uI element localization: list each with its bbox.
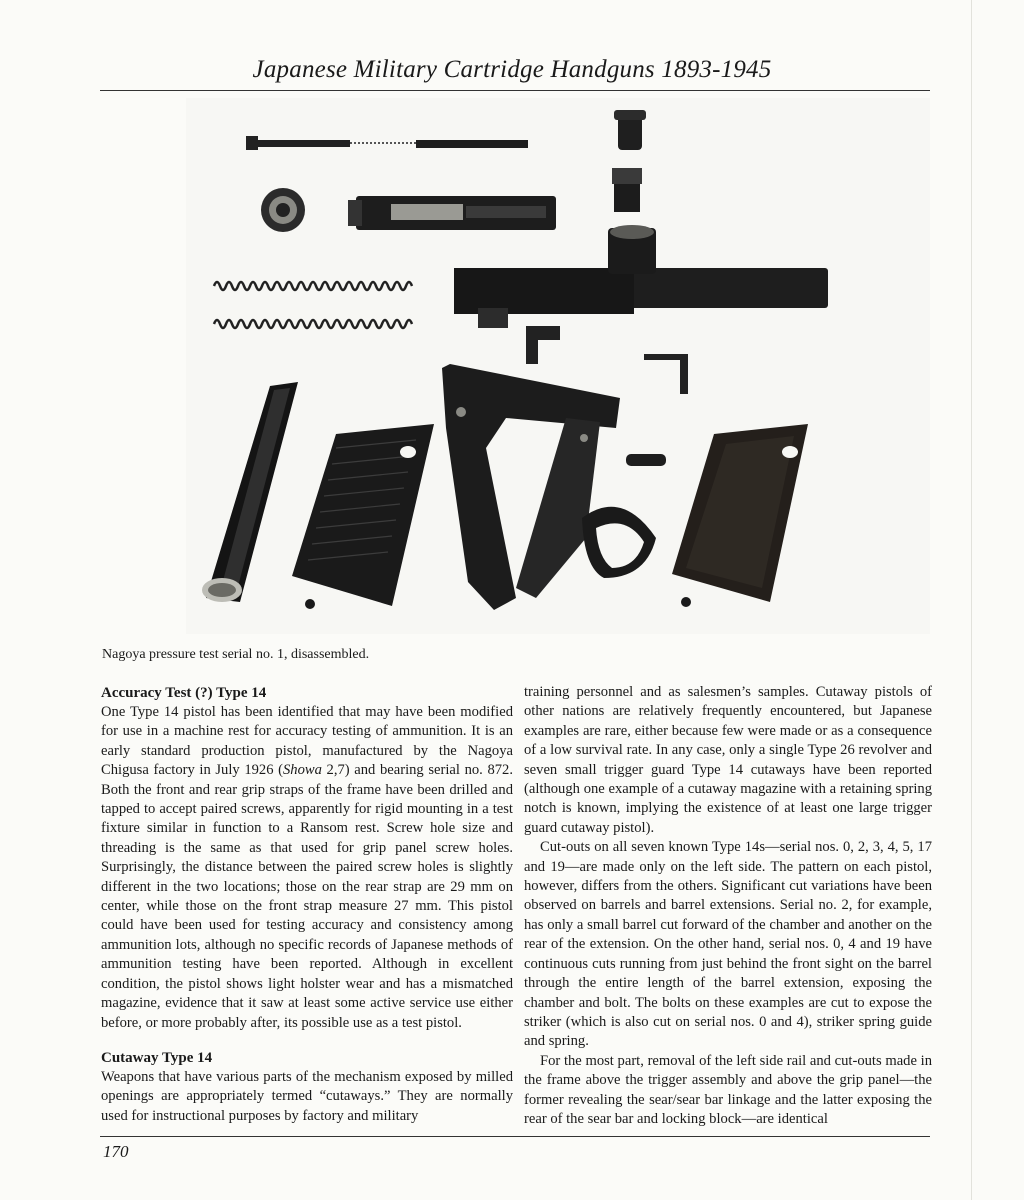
page-edge <box>971 0 972 1200</box>
paragraph-text: 2,7) and bearing serial no. 872. Both the front and rear grip straps of the frame have been drilled and tapped to accept paired screws, apparently for rigid mounting in a test fixture similar in function to a Ransom rest. Screw hole size and threading is the same as that used for grip panel screw holes. Surprisingly, the distance between the paired screw holes is slightly different in the two locations; those on the rear strap are 29 mm on center, while those on the front strap measure 27 mm. This pistol could have been used for testing accuracy and consistency among ammunition lots, although no specific records of Japanese methods of ammunition testing have been reported. Although in excellent condition, the pistol shows light holster wear and has a mismatched magazine, evidence that it saw at least some active service use either before, or more probably after, its possible use as a test pistol. <box>101 762 513 1031</box>
side-rail-paragraph: For the most part, removal of the left side rail and cut-outs made in the frame above the trigger assembly and above the grip panel—the former revealing the sear/sear bar linkage and the latter exposing the rear of the sear bar and locking block—are identical <box>524 1052 932 1127</box>
magazine <box>202 382 298 602</box>
accuracy-test-paragraph <box>101 703 513 1033</box>
page-number: 170 <box>103 1142 129 1161</box>
recoil-springs <box>214 282 412 328</box>
right-column <box>524 683 932 1129</box>
barrel-assembly <box>454 225 828 328</box>
cutaway-paragraph-continued: training personnel and as salesmen’s samples. Cutaway pistols of other nations are relatively frequently encountered, but Japanese examples are rare, either because few were made or as a consequence of a low survival rate. In any case, only a single Type 26 revolver and seven small trigger guard Type 14 cutaways have been reported (although one example of a cutaway magazine with a retaining spring notch is known, implying the existence of at least one large trigger guard cutaway pistol). <box>524 684 932 836</box>
running-head: Japanese Military Cartridge Handguns 1893-1945 <box>252 56 772 83</box>
header-rule <box>100 90 930 91</box>
section-heading-accuracy-test: Accuracy Test (?) Type 14 <box>101 685 267 701</box>
paragraph-emphasis: Showa <box>283 762 322 779</box>
left-grip-panel <box>292 424 434 609</box>
paragraph-text: One Type 14 pistol has been identified that may have been modified for use in a machine rest for accuracy testing of ammunition. It is an early standard production pistol, manufactured by the Nagoya Chigusa factory in July 1926 ( <box>101 704 513 779</box>
footer-rule <box>100 1136 930 1137</box>
striker-rod <box>246 136 528 150</box>
barrel-cap-and-nut <box>612 110 646 212</box>
section-heading-cutaway: Cutaway Type 14 <box>101 1049 213 1066</box>
figure-caption: Nagoya pressure test serial no. 1, disassembled. <box>102 647 370 662</box>
cocking-knob <box>261 188 305 232</box>
cutouts-paragraph: Cut-outs on all seven known Type 14s—serial nos. 0, 2, 3, 4, 5, 17 and 19—are made only on the left side. The pattern on each pistol, however, differs from the others. Significant cut variations have been observed on barrels and barrel extensions. Serial no. 2, for example, has only a small barrel cut forward of the chamber and another on the rear of the extension. On the other hand, serial nos. 0, 4 and 19 have continuous cuts running from just behind the front sight on the barrel through the entire length of the barrel extension, exposing the chamber and bolt. The bolts on these examples are cut to expose the striker (which is also cut on serial nos. 0 and 4), striker spring guide and spring. <box>524 839 932 1050</box>
cutaway-paragraph: Weapons that have various parts of the mechanism exposed by milled openings are appropriately termed “cutaways.” They are normally used for instructional purposes by factory and military <box>101 1068 513 1124</box>
left-column <box>101 683 513 1126</box>
right-grip-panel <box>672 424 808 607</box>
bolt <box>348 196 556 230</box>
pistol-parts-illustration <box>186 98 930 634</box>
disassembled-pistol-photo <box>186 98 930 634</box>
frame <box>442 364 620 610</box>
trigger-guard <box>582 507 656 578</box>
